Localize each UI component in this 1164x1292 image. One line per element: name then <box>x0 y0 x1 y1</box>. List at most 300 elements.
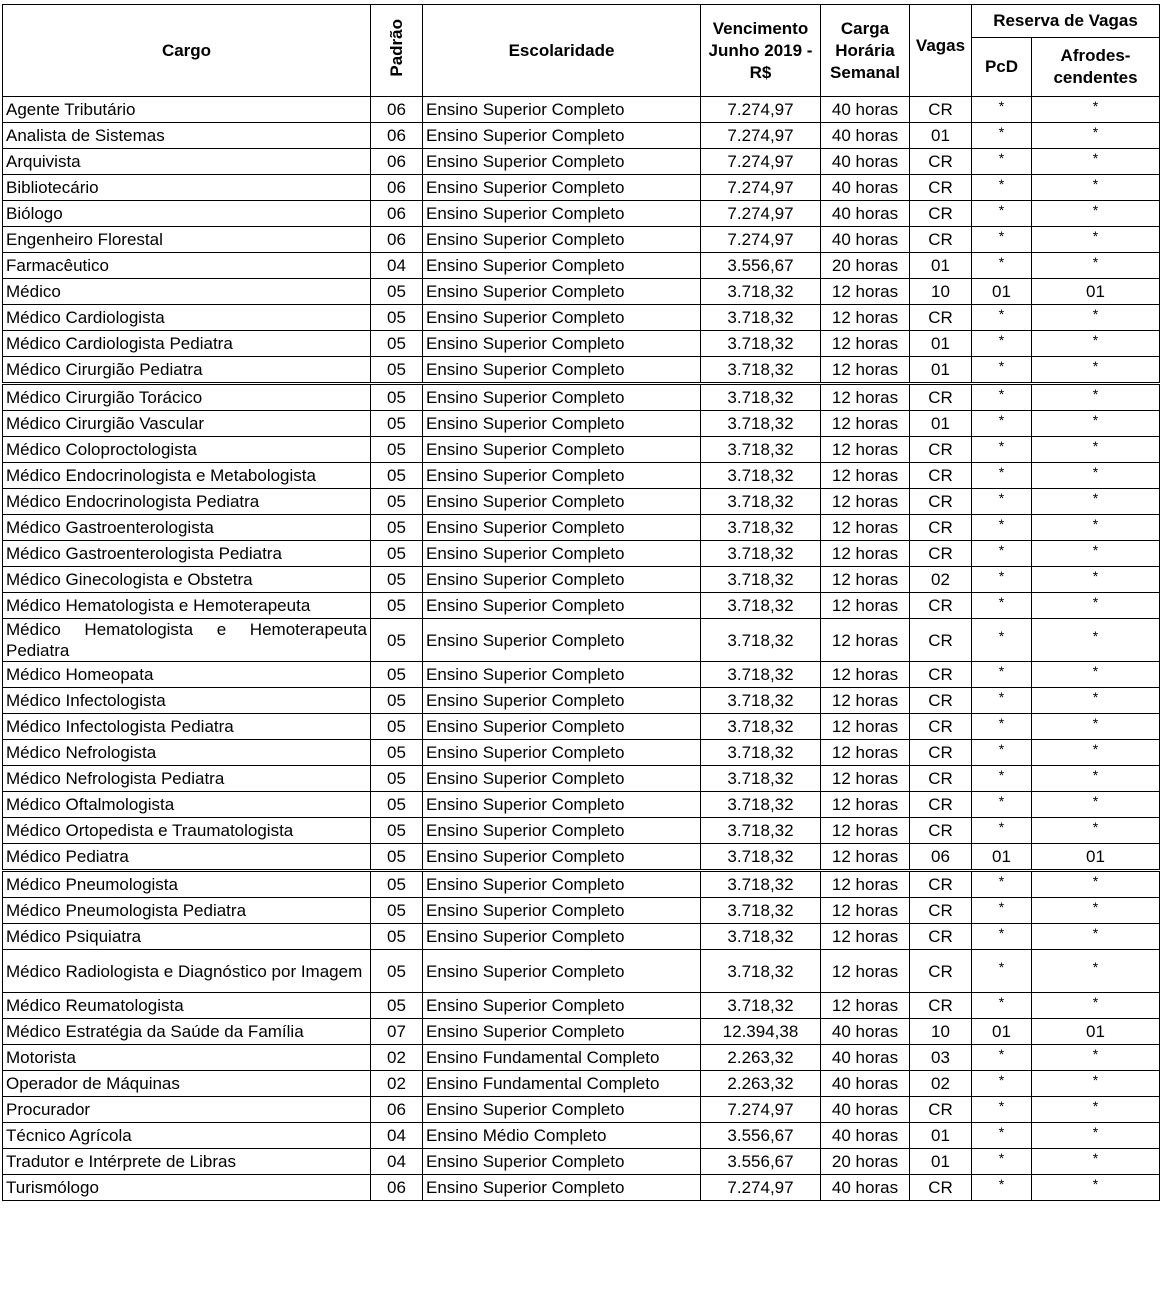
cell-carga-text: 12 horas <box>831 282 899 301</box>
cell-vencimento-text: 3.718,32 <box>727 717 794 736</box>
cell-carga <box>821 201 910 227</box>
cell-padrao-text: 04 <box>387 1126 406 1145</box>
table-row <box>3 123 1160 149</box>
cell-afro <box>1032 305 1160 331</box>
table-row <box>3 97 1160 123</box>
cell-pcd-text: * <box>998 515 1005 532</box>
cell-cargo <box>3 567 371 593</box>
cell-vagas-text: CR <box>928 927 953 946</box>
cell-vagas-text: CR <box>928 544 953 563</box>
cell-padrao-text: 05 <box>387 901 406 920</box>
cell-pcd <box>972 567 1032 593</box>
cell-cargo <box>3 1019 371 1045</box>
cell-carga <box>821 489 910 515</box>
cell-carga-text: 12 horas <box>831 927 899 946</box>
cell-padrao <box>371 411 423 437</box>
cell-pcd <box>972 950 1032 993</box>
cell-pcd-text: * <box>998 740 1005 757</box>
cell-vencimento-text: 3.718,32 <box>727 795 794 814</box>
table-row <box>3 688 1160 714</box>
cell-padrao-text: 05 <box>387 414 406 433</box>
cell-carga <box>821 384 910 411</box>
cell-afro <box>1032 1149 1160 1175</box>
cell-carga-text: 12 horas <box>831 795 899 814</box>
cell-afro-text: * <box>1092 924 1099 941</box>
cell-vagas-text: CR <box>928 630 953 650</box>
cell-escolaridade-text: Ensino Superior Completo <box>426 100 625 119</box>
cell-escolaridade <box>423 1175 701 1201</box>
cell-afro <box>1032 253 1160 279</box>
cell-cargo-text: Analista de Sistemas <box>6 126 165 145</box>
cell-carga <box>821 714 910 740</box>
cell-vagas-text: CR <box>928 152 953 171</box>
cell-pcd <box>972 766 1032 792</box>
table-row <box>3 924 1160 950</box>
cell-vencimento-text: 3.718,32 <box>727 518 794 537</box>
cell-cargo-text: Biólogo <box>6 204 63 223</box>
header-carga: Carga Horária Semanal <box>821 5 910 97</box>
cell-pcd <box>972 993 1032 1019</box>
cell-pcd-text: * <box>998 437 1005 454</box>
cell-carga <box>821 898 910 924</box>
cell-pcd-text: 01 <box>992 1022 1011 1041</box>
cell-escolaridade <box>423 766 701 792</box>
cell-padrao <box>371 357 423 384</box>
cell-vagas <box>910 844 972 871</box>
cell-escolaridade-text: Ensino Superior Completo <box>426 440 625 459</box>
cell-vagas-text: CR <box>928 596 953 615</box>
cell-vagas <box>910 384 972 411</box>
cell-pcd-text: * <box>998 541 1005 558</box>
table-body <box>3 97 1160 1201</box>
cell-vencimento-text: 7.274,97 <box>727 178 794 197</box>
cell-escolaridade <box>423 541 701 567</box>
cell-pcd-text: * <box>998 818 1005 835</box>
cell-carga <box>821 924 910 950</box>
cell-cargo-text: Médico Pneumologista <box>6 875 178 894</box>
cell-afro-text: * <box>1092 385 1099 402</box>
cell-cargo-text: Médico Infectologista Pediatra <box>6 717 234 736</box>
cell-escolaridade-text: Ensino Superior Completo <box>426 769 625 788</box>
cell-pcd <box>972 662 1032 688</box>
cell-carga-text: 40 horas <box>831 1178 899 1197</box>
cell-padrao <box>371 253 423 279</box>
cell-afro-text: * <box>1092 993 1099 1010</box>
cell-vencimento-text: 3.718,32 <box>727 961 794 981</box>
cell-carga <box>821 662 910 688</box>
cell-padrao-text: 07 <box>387 1022 406 1041</box>
cell-padrao-text: 04 <box>387 1152 406 1171</box>
table-row <box>3 357 1160 384</box>
cell-vagas <box>910 924 972 950</box>
cell-pcd <box>972 871 1032 898</box>
cell-vencimento-text: 3.718,32 <box>727 308 794 327</box>
table-row <box>3 567 1160 593</box>
cell-cargo-text: Médico Ortopedista e Traumatologista <box>6 821 294 840</box>
cell-afro <box>1032 1045 1160 1071</box>
cell-padrao-text: 06 <box>387 152 406 171</box>
cell-escolaridade-text: Ensino Superior Completo <box>426 466 625 485</box>
cell-afro-text: * <box>1092 541 1099 558</box>
cell-escolaridade <box>423 1149 701 1175</box>
cell-vagas-text: CR <box>928 795 953 814</box>
cell-escolaridade <box>423 619 701 662</box>
cell-vagas <box>910 227 972 253</box>
table-row <box>3 149 1160 175</box>
cell-cargo-text: Médico Pneumologista Pediatra <box>6 901 247 920</box>
cell-pcd-text: * <box>998 1175 1005 1192</box>
cell-padrao <box>371 818 423 844</box>
cell-afro <box>1032 567 1160 593</box>
cell-afro-text: * <box>1092 149 1099 166</box>
cell-cargo-text: Arquivista <box>6 152 81 171</box>
cell-padrao-text: 05 <box>387 544 406 563</box>
cell-vagas-text: CR <box>928 178 953 197</box>
cell-escolaridade-text: Ensino Superior Completo <box>426 152 625 171</box>
cell-carga <box>821 357 910 384</box>
cell-vagas <box>910 898 972 924</box>
cell-padrao-text: 06 <box>387 230 406 249</box>
cell-pcd-text: * <box>998 924 1005 941</box>
cell-pcd <box>972 1097 1032 1123</box>
cell-escolaridade <box>423 567 701 593</box>
cell-escolaridade <box>423 818 701 844</box>
cell-afro-text: * <box>1092 792 1099 809</box>
cell-vencimento-text: 3.556,67 <box>727 1152 794 1171</box>
cell-vagas <box>910 331 972 357</box>
cell-padrao-text: 02 <box>387 1074 406 1093</box>
cell-pcd-text: * <box>998 227 1005 244</box>
table-row <box>3 541 1160 567</box>
cell-carga <box>821 515 910 541</box>
cell-afro <box>1032 1071 1160 1097</box>
cell-pcd-text: * <box>998 1071 1005 1088</box>
cell-pcd <box>972 97 1032 123</box>
cell-cargo <box>3 201 371 227</box>
cell-carga-text: 40 horas <box>831 126 899 145</box>
cell-vencimento <box>701 714 821 740</box>
cell-pcd-text: * <box>998 898 1005 915</box>
cell-escolaridade <box>423 227 701 253</box>
cell-vencimento <box>701 766 821 792</box>
cell-cargo <box>3 253 371 279</box>
cell-escolaridade-text: Ensino Superior Completo <box>426 743 625 762</box>
cell-padrao <box>371 688 423 714</box>
cell-pcd <box>972 279 1032 305</box>
cell-vencimento-text: 3.718,32 <box>727 282 794 301</box>
cell-carga-text: 40 horas <box>831 1100 899 1119</box>
cell-cargo <box>3 541 371 567</box>
cell-vagas-text: CR <box>928 875 953 894</box>
cell-afro-text: * <box>1092 97 1099 114</box>
cell-escolaridade <box>423 1123 701 1149</box>
cell-pcd-text: * <box>998 463 1005 480</box>
cell-vencimento <box>701 384 821 411</box>
cell-padrao <box>371 714 423 740</box>
cell-vencimento-text: 3.718,32 <box>727 360 794 379</box>
cell-vencimento <box>701 740 821 766</box>
table-row <box>3 1097 1160 1123</box>
cell-cargo <box>3 357 371 384</box>
cell-vencimento-text: 3.718,32 <box>727 769 794 788</box>
cell-cargo-text: Médico Oftalmologista <box>6 795 175 814</box>
cell-padrao <box>371 1045 423 1071</box>
cell-pcd-text: * <box>998 567 1005 584</box>
cell-vagas-text: 02 <box>931 1074 950 1093</box>
cell-pcd-text: * <box>998 714 1005 731</box>
cell-vagas <box>910 1123 972 1149</box>
cell-escolaridade-text: Ensino Superior Completo <box>426 388 625 407</box>
cell-afro <box>1032 924 1160 950</box>
cell-vagas-text: CR <box>928 996 953 1015</box>
cell-vagas-text: CR <box>928 492 953 511</box>
cell-escolaridade <box>423 993 701 1019</box>
cell-padrao <box>371 227 423 253</box>
cell-pcd <box>972 688 1032 714</box>
cell-padrao <box>371 489 423 515</box>
cell-afro-text: * <box>1092 253 1099 270</box>
cell-padrao-text: 06 <box>387 126 406 145</box>
cell-vencimento <box>701 305 821 331</box>
cell-pcd <box>972 1071 1032 1097</box>
cell-vencimento <box>701 1019 821 1045</box>
cell-carga-text: 40 horas <box>831 152 899 171</box>
table-row <box>3 331 1160 357</box>
cell-padrao-text: 05 <box>387 927 406 946</box>
cell-escolaridade <box>423 175 701 201</box>
cell-cargo-text: Médico Gastroenterologista Pediatra <box>6 544 282 563</box>
cell-vagas-text: 06 <box>931 847 950 866</box>
vacancies-table <box>2 4 1160 1201</box>
cell-vagas-text: CR <box>928 743 953 762</box>
cell-pcd-text: * <box>998 959 1005 975</box>
header-vencimento: Vencimento Junho 2019 - R$ <box>701 5 821 97</box>
cell-cargo <box>3 384 371 411</box>
cell-vagas <box>910 871 972 898</box>
header-padrao <box>371 5 423 97</box>
cell-padrao-text: 05 <box>387 875 406 894</box>
cell-vagas-text: CR <box>928 717 953 736</box>
cell-carga-text: 12 horas <box>831 544 899 563</box>
cell-pcd-text: 01 <box>992 847 1011 866</box>
cell-cargo-text: Técnico Agrícola <box>6 1126 132 1145</box>
cell-afro-text: * <box>1092 1149 1099 1166</box>
cell-afro-text: * <box>1092 959 1099 975</box>
cell-escolaridade <box>423 593 701 619</box>
cell-cargo-text: Médico Endocrinologista Pediatra <box>6 492 260 511</box>
cell-carga-text: 12 horas <box>831 570 899 589</box>
cell-vencimento-text: 3.718,32 <box>727 440 794 459</box>
cell-vencimento-text: 3.718,32 <box>727 743 794 762</box>
cell-pcd <box>972 411 1032 437</box>
cell-vencimento-text: 7.274,97 <box>727 152 794 171</box>
cell-pcd <box>972 331 1032 357</box>
cell-vencimento-text: 7.274,97 <box>727 204 794 223</box>
cell-vencimento-text: 7.274,97 <box>727 100 794 119</box>
cell-padrao-text: 05 <box>387 492 406 511</box>
cell-vagas-text: CR <box>928 961 953 981</box>
cell-vencimento <box>701 1123 821 1149</box>
cell-vagas <box>910 766 972 792</box>
cell-cargo <box>3 924 371 950</box>
cell-pcd-text: * <box>998 149 1005 166</box>
cell-cargo-text: Médico Hematologista e Hemoterapeuta Pediatra <box>6 620 367 660</box>
cell-escolaridade-text: Ensino Superior Completo <box>426 492 625 511</box>
cell-escolaridade-text: Ensino Superior Completo <box>426 282 625 301</box>
cell-vencimento-text: 3.718,32 <box>727 996 794 1015</box>
cell-vencimento <box>701 123 821 149</box>
cell-afro-text: * <box>1092 688 1099 705</box>
cell-vagas-text: CR <box>928 440 953 459</box>
cell-cargo <box>3 950 371 993</box>
cell-escolaridade <box>423 123 701 149</box>
cell-escolaridade-text: Ensino Superior Completo <box>426 875 625 894</box>
cell-vagas <box>910 792 972 818</box>
cell-vagas-text: CR <box>928 230 953 249</box>
cell-vencimento-text: 3.718,32 <box>727 544 794 563</box>
table-row <box>3 1019 1160 1045</box>
cell-vencimento <box>701 844 821 871</box>
cell-pcd <box>972 541 1032 567</box>
cell-afro <box>1032 201 1160 227</box>
cell-vencimento <box>701 993 821 1019</box>
cell-padrao <box>371 1123 423 1149</box>
cell-cargo-text: Médico Homeopata <box>6 665 154 684</box>
cell-padrao <box>371 662 423 688</box>
cell-padrao <box>371 175 423 201</box>
cell-pcd <box>972 1045 1032 1071</box>
cell-cargo <box>3 688 371 714</box>
cell-afro-text: * <box>1092 628 1099 644</box>
cell-padrao-text: 05 <box>387 847 406 866</box>
cell-vagas <box>910 740 972 766</box>
cell-cargo <box>3 714 371 740</box>
cell-carga-text: 12 horas <box>831 308 899 327</box>
cell-afro-text: * <box>1092 662 1099 679</box>
header-afro: Afrodes-cendentes <box>1032 38 1160 97</box>
cell-vencimento <box>701 1175 821 1201</box>
cell-vencimento <box>701 411 821 437</box>
cell-carga <box>821 149 910 175</box>
header-escolaridade: Escolaridade <box>423 5 701 97</box>
cell-vencimento <box>701 818 821 844</box>
cell-afro <box>1032 950 1160 993</box>
cell-pcd <box>972 123 1032 149</box>
cell-pcd-text: * <box>998 593 1005 610</box>
cell-afro <box>1032 740 1160 766</box>
header-reserva: Reserva de Vagas <box>972 5 1160 38</box>
cell-escolaridade-text: Ensino Superior Completo <box>426 795 625 814</box>
cell-afro-text: * <box>1092 227 1099 244</box>
cell-escolaridade <box>423 437 701 463</box>
cell-padrao-text: 05 <box>387 717 406 736</box>
cell-vagas <box>910 357 972 384</box>
cell-pcd-text: * <box>998 411 1005 428</box>
cell-pcd <box>972 463 1032 489</box>
cell-cargo-text: Motorista <box>6 1048 76 1067</box>
table-row <box>3 1123 1160 1149</box>
cell-afro <box>1032 515 1160 541</box>
cell-afro <box>1032 489 1160 515</box>
cell-cargo-text: Médico Cirurgião Pediatra <box>6 360 203 379</box>
table-row <box>3 437 1160 463</box>
cell-vagas <box>910 593 972 619</box>
cell-carga <box>821 1149 910 1175</box>
cell-cargo <box>3 662 371 688</box>
cell-escolaridade <box>423 1045 701 1071</box>
cell-pcd <box>972 792 1032 818</box>
cell-cargo <box>3 766 371 792</box>
cell-carga-text: 12 horas <box>831 743 899 762</box>
table-row <box>3 740 1160 766</box>
cell-carga <box>821 1175 910 1201</box>
cell-vencimento-text: 3.556,67 <box>727 256 794 275</box>
cell-pcd-text: * <box>998 1123 1005 1140</box>
table-row <box>3 201 1160 227</box>
cell-cargo-text: Médico Hematologista e Hemoterapeuta <box>6 596 311 615</box>
cell-vagas <box>910 489 972 515</box>
cell-vagas <box>910 714 972 740</box>
cell-escolaridade-text: Ensino Superior Completo <box>426 570 625 589</box>
cell-escolaridade-text: Ensino Superior Completo <box>426 126 625 145</box>
cell-afro <box>1032 898 1160 924</box>
cell-carga-text: 12 horas <box>831 360 899 379</box>
cell-vencimento <box>701 662 821 688</box>
cell-escolaridade-text: Ensino Superior Completo <box>426 334 625 353</box>
cell-escolaridade <box>423 1097 701 1123</box>
header-pcd: PcD <box>972 38 1032 97</box>
cell-vagas-text: CR <box>928 466 953 485</box>
cell-padrao <box>371 993 423 1019</box>
cell-padrao <box>371 792 423 818</box>
cell-pcd-text: * <box>998 1149 1005 1166</box>
cell-padrao <box>371 201 423 227</box>
cell-escolaridade-text: Ensino Superior Completo <box>426 821 625 840</box>
cell-carga-text: 40 horas <box>831 1048 899 1067</box>
cell-carga-text: 12 horas <box>831 466 899 485</box>
cell-cargo <box>3 411 371 437</box>
cell-afro-text: * <box>1092 437 1099 454</box>
cell-cargo <box>3 740 371 766</box>
cell-padrao-text: 04 <box>387 256 406 275</box>
cell-afro <box>1032 175 1160 201</box>
cell-afro-text: * <box>1092 766 1099 783</box>
cell-cargo <box>3 1071 371 1097</box>
cell-afro-text: * <box>1092 489 1099 506</box>
cell-cargo <box>3 844 371 871</box>
cell-escolaridade <box>423 149 701 175</box>
cell-escolaridade <box>423 463 701 489</box>
cell-escolaridade <box>423 950 701 993</box>
cell-afro <box>1032 871 1160 898</box>
cell-pcd <box>972 619 1032 662</box>
cell-afro-text: 01 <box>1086 1022 1105 1041</box>
cell-escolaridade <box>423 688 701 714</box>
cell-vagas <box>910 437 972 463</box>
cell-vencimento-text: 3.718,32 <box>727 847 794 866</box>
cell-vagas-text: 10 <box>931 1022 950 1041</box>
cell-vagas <box>910 175 972 201</box>
cell-cargo-text: Médico Cirurgião Vascular <box>6 414 205 433</box>
table-row <box>3 950 1160 993</box>
cell-afro-text: * <box>1092 357 1099 374</box>
cell-vencimento-text: 12.394,38 <box>722 1022 799 1041</box>
cell-escolaridade-text: Ensino Superior Completo <box>426 961 625 981</box>
cell-carga <box>821 175 910 201</box>
cell-padrao-text: 06 <box>387 178 406 197</box>
cell-pcd <box>972 305 1032 331</box>
cell-vencimento <box>701 871 821 898</box>
